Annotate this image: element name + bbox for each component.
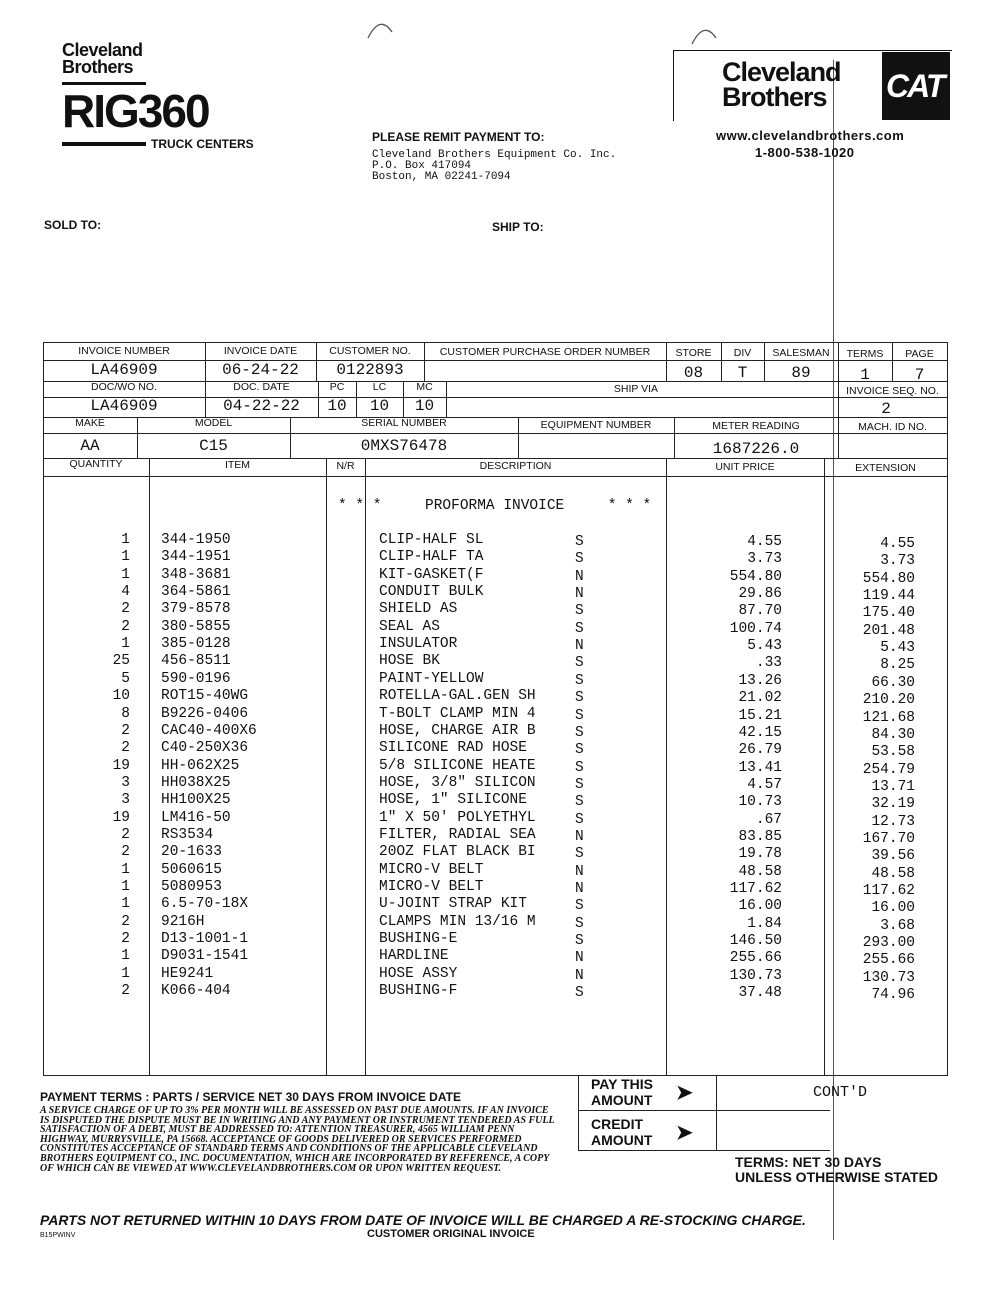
- line-item-description: SILICONE RAD HOSE: [379, 740, 527, 757]
- line-item-unit-price: 4.57: [747, 776, 782, 793]
- line-item-quantity: 2: [121, 844, 130, 861]
- mc: 10: [414, 397, 435, 415]
- invoice-number: LA46909: [90, 361, 158, 379]
- cat-logo: CAT: [882, 52, 950, 120]
- line-item-quantity: 2: [121, 601, 130, 618]
- line-item-part-number: HH100X25: [161, 792, 231, 809]
- sold-to-label: SOLD TO:: [44, 218, 102, 232]
- line-item-nr-flag: S: [575, 707, 584, 724]
- store-label: STORE: [675, 347, 712, 359]
- serial-number: 0MXS76478: [360, 437, 448, 455]
- line-item-quantity: 10: [112, 688, 130, 705]
- col-description: DESCRIPTION: [479, 460, 552, 472]
- line-item-description: KIT-GASKET(F: [379, 566, 484, 583]
- line-item-quantity: 25: [112, 653, 130, 670]
- line-item-nr-flag: N: [575, 586, 584, 603]
- div-label: DIV: [733, 347, 752, 359]
- rig360-logo: RIG360: [62, 85, 209, 137]
- line-item-unit-price: .67: [755, 811, 782, 828]
- line-item-unit-price: 29.86: [738, 586, 782, 603]
- line-item-part-number: C40-250X36: [161, 740, 249, 757]
- model: C15: [199, 437, 228, 455]
- line-item-extension: 5.43: [880, 640, 915, 657]
- line-item-row: [0, 861, 1000, 882]
- line-item-unit-price: 117.62: [729, 881, 782, 897]
- line-item-unit-price: 19.78: [738, 846, 782, 863]
- line-item-nr-flag: S: [575, 690, 584, 707]
- customer-no-label: CUSTOMER NO.: [329, 345, 411, 357]
- line-item-description: MICRO-V BELT: [379, 861, 484, 878]
- line-item-row: [0, 584, 1000, 605]
- line-item-part-number: 9216H: [161, 913, 205, 930]
- line-item-unit-price: 130.73: [729, 967, 782, 984]
- line-item-description: BUSHING-E: [379, 931, 458, 948]
- line-item-row: [0, 879, 1000, 899]
- model-label: MODEL: [194, 417, 233, 429]
- line-item-part-number: 385-0128: [161, 636, 231, 653]
- remit-line: Cleveland Brothers Equipment Co. Inc.: [372, 149, 617, 161]
- line-item-extension: 53.58: [871, 744, 915, 761]
- line-item-extension: 210.20: [862, 692, 915, 709]
- line-item-row: [0, 705, 1000, 726]
- terms: 1: [860, 366, 870, 384]
- line-item-description: HARDLINE: [379, 948, 449, 965]
- page-label: PAGE: [905, 348, 934, 360]
- line-item-part-number: HH038X25: [161, 774, 231, 791]
- line-item-row: [0, 740, 1000, 761]
- line-item-part-number: B9226-0406: [161, 705, 249, 722]
- remit-line: Boston, MA 02241-7094: [372, 171, 511, 183]
- line-item-row: [0, 757, 1000, 778]
- line-item-nr-flag: S: [575, 551, 584, 568]
- line-item-quantity: 3: [121, 792, 130, 809]
- line-item-extension: 48.58: [871, 865, 915, 882]
- line-item-unit-price: 1.84: [747, 915, 782, 932]
- doc-date: 04-22-22: [223, 397, 300, 415]
- col-unit-price: UNIT PRICE: [715, 461, 775, 473]
- line-item-part-number: 590-0196: [161, 670, 231, 687]
- line-item-quantity: 5: [121, 670, 130, 687]
- line-item-unit-price: 5.43: [747, 638, 782, 655]
- line-item-quantity: 2: [121, 618, 130, 635]
- line-item-extension: 554.80: [862, 570, 915, 587]
- line-item-unit-price: 15.21: [738, 707, 782, 724]
- line-item-unit-price: 100.74: [729, 620, 782, 637]
- line-item-description: FILTER, RADIAL SEA: [379, 826, 536, 843]
- line-item-quantity: 4: [121, 584, 130, 601]
- line-item-unit-price: 255.66: [729, 950, 782, 967]
- line-item-extension: 3.68: [880, 917, 915, 934]
- line-item-nr-flag: S: [575, 776, 584, 793]
- line-item-part-number: 5060615: [161, 861, 222, 878]
- line-item-row: [0, 948, 1000, 969]
- line-item-unit-price: 13.26: [738, 672, 782, 689]
- pc: 10: [327, 397, 347, 415]
- line-item-extension: 8.25: [880, 657, 915, 674]
- line-item-description: INSULATOR: [379, 636, 458, 653]
- line-item-row: [0, 965, 1000, 986]
- line-item-description: ROTELLA-GAL.GEN SH: [379, 688, 536, 705]
- terms-net-30: TERMS: NET 30 DAYS UNLESS OTHERWISE STATED: [735, 1154, 939, 1185]
- ship-via-label: SHIP VIA: [613, 383, 659, 395]
- line-item-description: HOSE ASSY: [379, 965, 458, 982]
- line-item-row: [0, 688, 1000, 709]
- line-item-part-number: LM416-50: [161, 809, 231, 826]
- line-item-unit-price: 37.48: [738, 985, 782, 1002]
- line-item-quantity: 2: [121, 931, 130, 948]
- line-item-part-number: 379-8578: [161, 601, 231, 618]
- make-label: MAKE: [75, 417, 105, 429]
- line-item-description: HOSE, CHARGE AIR B: [379, 722, 536, 739]
- line-item-part-number: 364-5861: [161, 584, 231, 601]
- line-item-row: [0, 931, 1000, 952]
- line-item-quantity: 1: [121, 879, 130, 895]
- proforma-banner: * * * PROFORMA INVOICE * * *: [338, 498, 652, 514]
- line-item-extension: 4.55: [880, 536, 915, 552]
- col-extension: EXTENSION: [855, 462, 916, 474]
- line-item-nr-flag: N: [575, 881, 584, 897]
- line-item-unit-price: 13.41: [738, 759, 782, 776]
- salesman: 89: [791, 364, 811, 382]
- line-item-description: SEAL AS: [379, 618, 440, 635]
- line-item-part-number: ROT15-40WG: [161, 688, 249, 705]
- line-item-row: [0, 549, 1000, 570]
- line-item-extension: 74.96: [871, 987, 915, 1004]
- line-item-part-number: HE9241: [161, 965, 214, 982]
- line-item-nr-flag: N: [575, 863, 584, 880]
- line-item-row: [0, 774, 1000, 795]
- make: AA: [80, 437, 100, 455]
- pc-label: PC: [329, 381, 345, 393]
- line-item-part-number: 20-1633: [161, 844, 222, 861]
- line-item-unit-price: 42.15: [738, 724, 782, 741]
- line-item-quantity: 1: [121, 549, 130, 566]
- line-item-extension: 175.40: [862, 605, 915, 622]
- line-item-description: 1" X 50' POLYETHYL: [379, 809, 536, 826]
- line-item-extension: 121.68: [862, 709, 915, 726]
- line-item-extension: 119.44: [862, 588, 915, 605]
- col-item: ITEM: [224, 459, 251, 471]
- remit-line: P.O. Box 417094: [372, 160, 472, 172]
- line-item-row: [0, 792, 1000, 813]
- line-item-description: HOSE, 3/8" SILICON: [379, 774, 536, 791]
- lc: 10: [369, 397, 390, 415]
- line-item-nr-flag: S: [575, 534, 584, 550]
- credit-amount-label: CREDIT AMOUNT: [591, 1116, 653, 1148]
- line-item-nr-flag: S: [575, 846, 584, 863]
- salesman-label: SALESMAN: [772, 347, 830, 359]
- line-item-row: [0, 722, 1000, 743]
- line-item-description: 5/8 SILICONE HEATE: [379, 757, 536, 774]
- punch-hole-mark: [690, 24, 718, 46]
- line-item-extension: 255.66: [862, 952, 915, 969]
- phone-number: 1-800-538-1020: [755, 145, 855, 160]
- invoice-seq-label: INVOICE SEQ. NO.: [846, 385, 939, 397]
- line-item-unit-price: 48.58: [738, 863, 782, 880]
- line-item-extension: 3.73: [880, 553, 915, 570]
- line-item-row: [0, 532, 1000, 552]
- line-item-extension: 84.30: [871, 726, 915, 743]
- line-item-description: PAINT-YELLOW: [379, 670, 484, 687]
- line-item-description: CLIP-HALF TA: [379, 549, 484, 566]
- line-item-quantity: 2: [121, 913, 130, 930]
- line-item-nr-flag: S: [575, 933, 584, 950]
- line-item-part-number: 5080953: [161, 879, 222, 895]
- line-item-unit-price: 83.85: [738, 828, 782, 845]
- arrow-right-icon: ➤: [676, 1082, 693, 1104]
- line-item-quantity: 1: [121, 965, 130, 982]
- line-item-nr-flag: S: [575, 759, 584, 776]
- line-item-unit-price: 4.55: [747, 534, 782, 550]
- page-number: 7: [914, 366, 925, 384]
- pay-this-amount-label: PAY THIS AMOUNT: [591, 1076, 653, 1108]
- payment-terms: PAYMENT TERMS : PARTS / SERVICE NET 30 DAYS FROM INVOICE DATE: [40, 1090, 461, 1104]
- mach-id-label: MACH. ID NO.: [858, 421, 927, 433]
- div: T: [737, 364, 748, 382]
- mc-label: MC: [416, 381, 433, 393]
- line-item-description: T-BOLT CLAMP MIN 4: [379, 705, 536, 722]
- line-item-nr-flag: S: [575, 985, 584, 1002]
- store: 08: [683, 364, 704, 382]
- line-item-extension: 39.56: [871, 848, 915, 865]
- terms-label: TERMS: [846, 348, 884, 360]
- customer-no: 0122893: [336, 361, 404, 379]
- line-item-description: HOSE BK: [379, 653, 440, 670]
- docwo-label: DOC/WO NO.: [91, 381, 157, 393]
- line-item-quantity: 2: [121, 983, 130, 1000]
- remit-title: PLEASE REMIT PAYMENT TO:: [372, 130, 545, 144]
- line-item-extension: 66.30: [871, 674, 915, 691]
- line-item-quantity: 1: [121, 948, 130, 965]
- ship-to-label: SHIP TO:: [492, 220, 544, 234]
- line-item-quantity: 2: [121, 740, 130, 757]
- line-item-part-number: 380-5855: [161, 618, 231, 635]
- line-item-nr-flag: S: [575, 655, 584, 672]
- line-item-part-number: K066-404: [161, 983, 231, 1000]
- invoice-seq: 2: [881, 400, 891, 418]
- restocking-notice: PARTS NOT RETURNED WITHIN 10 DAYS FROM DATE OF INVOICE WILL BE CHARGED A RE-STOCKING CHARGE.: [40, 1212, 806, 1228]
- line-item-row: [0, 636, 1000, 657]
- line-item-unit-price: 3.73: [747, 551, 782, 568]
- punch-hole-mark: [366, 18, 394, 40]
- meter-reading: 1687226.0: [712, 440, 800, 458]
- line-item-extension: 201.48: [862, 622, 915, 639]
- line-item-extension: 32.19: [871, 796, 915, 813]
- line-item-nr-flag: N: [575, 950, 584, 967]
- invoice-date-label: INVOICE DATE: [223, 345, 298, 357]
- col-quantity: QUANTITY: [69, 458, 123, 470]
- line-item-unit-price: 554.80: [729, 568, 782, 585]
- line-item-nr-flag: S: [575, 724, 584, 741]
- line-item-extension: 12.73: [871, 813, 915, 830]
- doc-date-label: DOC. DATE: [233, 381, 290, 393]
- line-item-description: CLAMPS MIN 13/16 M: [379, 913, 536, 930]
- line-item-quantity: 19: [112, 809, 130, 826]
- line-item-nr-flag: S: [575, 620, 584, 637]
- serial-label: SERIAL NUMBER: [361, 417, 447, 429]
- line-item-quantity: 1: [121, 532, 130, 548]
- lc-label: LC: [372, 381, 387, 393]
- line-item-nr-flag: N: [575, 568, 584, 585]
- line-item-row: [0, 670, 1000, 691]
- line-item-quantity: 2: [121, 826, 130, 843]
- invoice-number-label: INVOICE NUMBER: [78, 345, 170, 357]
- line-item-unit-price: 26.79: [738, 742, 782, 759]
- line-item-row: [0, 896, 1000, 917]
- line-item-part-number: 456-8511: [161, 653, 231, 670]
- line-item-row: [0, 601, 1000, 622]
- line-item-extension: 130.73: [862, 969, 915, 986]
- line-item-unit-price: 10.73: [738, 794, 782, 811]
- line-item-description: U-JOINT STRAP KIT: [379, 896, 527, 913]
- line-item-unit-price: 87.70: [738, 603, 782, 620]
- line-item-description: CONDUIT BULK: [379, 584, 484, 601]
- meter-label: METER READING: [712, 420, 800, 432]
- line-item-unit-price: 146.50: [729, 933, 782, 950]
- cleveland-brothers-logo-right: Cleveland Brothers: [722, 57, 841, 112]
- line-item-description: HOSE, 1" SILICONE: [379, 792, 527, 809]
- line-item-description: MICRO-V BELT: [379, 879, 484, 895]
- line-item-nr-flag: N: [575, 638, 584, 655]
- line-item-nr-flag: S: [575, 811, 584, 828]
- customer-original-label: CUSTOMER ORIGINAL INVOICE: [367, 1228, 535, 1240]
- line-item-quantity: 8: [121, 705, 130, 722]
- line-item-unit-price: 16.00: [738, 898, 782, 915]
- line-item-quantity: 3: [121, 774, 130, 791]
- logo-rule: [62, 142, 146, 146]
- line-item-extension: 117.62: [862, 883, 915, 899]
- line-item-part-number: CAC40-400X6: [161, 722, 257, 739]
- line-item-extension: 13.71: [871, 778, 915, 795]
- docwo: LA46909: [90, 397, 158, 415]
- line-item-extension: 293.00: [862, 935, 915, 952]
- line-item-row: [0, 618, 1000, 639]
- arrow-right-icon: ➤: [676, 1122, 693, 1144]
- line-item-quantity: 19: [112, 757, 130, 774]
- truck-centers-label: TRUCK CENTERS: [151, 137, 254, 151]
- line-item-quantity: 2: [121, 722, 130, 739]
- line-item-extension: 254.79: [862, 761, 915, 778]
- form-code: B15PWINV: [40, 1232, 76, 1239]
- fine-print: A SERVICE CHARGE OF UP TO 3% PER MONTH WILL BE ASSESSED ON PAST DUE AMOUNTS. IF AN INVOICE IS DISPUTED THE DISPUTE MUST BE IN WRITING AND ANY PAYMENT OR INSTRUMENT TENDERED AS FULL SATISFACTION OF A DEBT, MUST BE ADDRESSED TO: ATTENTION TREASURER, 4565 WILLIAM PENN HIGHWAY, MURRYSVILLE, PA 15668. ACCEPTANCE OF GOODS DELIVERED OR SERVICES PERFORMED CONSTITUTES ACCEPTANCE OF STANDARD TERMS AND CONDITIONS OF THE APPLICABLE CLEVELAND BROTHERS EQUIPMENT CO., INC. DOCUMENTATION, WHICH ARE INCORPORATED BY REFERENCE, A COPY OF WHICH CAN BE VIEWED AT WWW.CLEVELANDBROTHERS.COM OR UPON WRITTEN REQUEST.: [40, 1105, 555, 1174]
- line-item-description: BUSHING-F: [379, 983, 458, 1000]
- line-item-unit-price: 21.02: [738, 690, 782, 707]
- col-nr: N/R: [336, 460, 355, 472]
- line-item-row: [0, 653, 1000, 674]
- line-item-row: [0, 844, 1000, 865]
- line-item-row: [0, 566, 1000, 587]
- line-item-nr-flag: S: [575, 898, 584, 915]
- po-number-label: CUSTOMER PURCHASE ORDER NUMBER: [439, 346, 651, 358]
- line-item-nr-flag: S: [575, 794, 584, 811]
- line-item-part-number: D9031-1541: [161, 948, 249, 965]
- line-item-description: CLIP-HALF SL: [379, 532, 484, 548]
- line-item-row: [0, 809, 1000, 830]
- line-item-part-number: D13-1001-1: [161, 931, 249, 948]
- line-item-part-number: 6.5-70-18X: [161, 896, 249, 913]
- line-item-description: 20OZ FLAT BLACK BI: [379, 844, 536, 861]
- line-item-description: SHIELD AS: [379, 601, 458, 618]
- line-item-quantity: 1: [121, 566, 130, 583]
- continued-label: CONT'D: [813, 1084, 868, 1101]
- line-item-quantity: 1: [121, 861, 130, 878]
- line-item-extension: 16.00: [871, 900, 915, 917]
- line-item-quantity: 1: [121, 636, 130, 653]
- line-item-nr-flag: S: [575, 742, 584, 759]
- line-item-row: [0, 826, 1000, 847]
- line-item-part-number: 348-3681: [161, 566, 231, 583]
- line-item-part-number: 344-1950: [161, 532, 231, 548]
- line-item-nr-flag: N: [575, 828, 584, 845]
- line-item-unit-price: .33: [755, 655, 782, 672]
- line-item-row: [0, 913, 1000, 934]
- line-item-part-number: HH-062X25: [161, 757, 240, 774]
- invoice-date: 06-24-22: [222, 361, 299, 379]
- line-item-nr-flag: S: [575, 672, 584, 689]
- line-item-part-number: 344-1951: [161, 549, 231, 566]
- line-item-nr-flag: N: [575, 967, 584, 984]
- line-item-nr-flag: S: [575, 603, 584, 620]
- line-item-row: [0, 983, 1000, 1004]
- line-item-part-number: RS3534: [161, 826, 214, 843]
- line-item-quantity: 1: [121, 896, 130, 913]
- website-link[interactable]: www.clevelandbrothers.com: [716, 128, 905, 143]
- cleveland-brothers-logo-left: Cleveland Brothers: [62, 40, 143, 77]
- line-item-nr-flag: S: [575, 915, 584, 932]
- line-item-extension: 167.70: [862, 830, 915, 847]
- equipment-label: EQUIPMENT NUMBER: [540, 419, 652, 431]
